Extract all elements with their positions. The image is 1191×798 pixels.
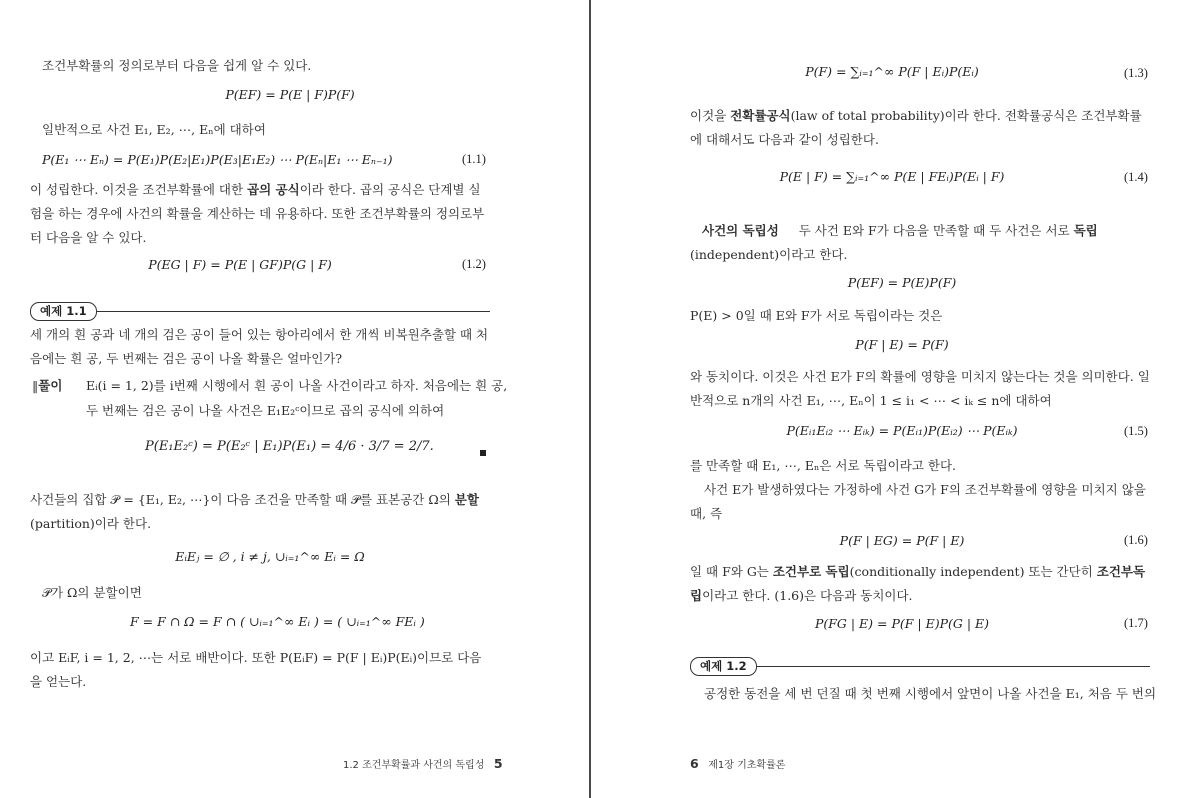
general-events-line: 일반적으로 사건 E₁, E₂, ⋯, Eₙ에 대하여 bbox=[42, 122, 266, 137]
solution-line-2: 두 번째는 검은 공이 나올 사건은 E₁E₂ᶜ이므로 곱의 공식에 의하여 bbox=[86, 403, 445, 418]
qed-square-icon bbox=[480, 450, 486, 456]
equation-number-1-6: (1.6) bbox=[1124, 533, 1148, 547]
paragraph-partition: 사건들의 집합 𝒫 = {E₁, E₂, ⋯}이 다음 조건을 만족할 때 𝒫를 표본공간 Ω의 분할(partition)이라 한다. bbox=[30, 492, 479, 531]
term-partition: 분할 bbox=[454, 492, 479, 507]
equation-1-2: P(EG | F) = P(E | GF)P(G | F) bbox=[148, 257, 332, 272]
equation-number-1-7: (1.7) bbox=[1124, 616, 1148, 630]
solution-marker: ‖풀이 bbox=[32, 378, 63, 393]
term-multiplication-rule: 곱의 공식 bbox=[247, 182, 300, 197]
equation-independence: P(EF) = P(E)P(F) bbox=[847, 275, 957, 290]
term-total-probability: 전확률공식 bbox=[730, 108, 791, 123]
paragraph-conditionally-independent: 일 때 F와 G는 조건부로 독립(conditionally independent) 또는 간단히 조건부독립이라고 한다. (1.6)은 다음과 동치이다. bbox=[690, 564, 1146, 603]
solution-bar-icon: ‖ bbox=[32, 378, 39, 393]
solution-line-1: Eᵢ(i = 1, 2)를 i번째 시행에서 흰 공이 나올 사건이라고 하자. 처음에는 흰 공, bbox=[86, 378, 508, 393]
equation-partition-conditions: EᵢEⱼ = ∅ , i ≠ j, ∪ᵢ₌₁^∞ Eᵢ = Ω bbox=[175, 549, 365, 564]
term-conditionally-independent: 조건부로 독립 bbox=[772, 564, 850, 579]
paragraph-independence: 사건의 독립성 두 사건 E와 F가 다음을 만족할 때 두 사건은 서로 독립(independent)이라고 한다. bbox=[690, 223, 1098, 262]
equation-number-1-3: (1.3) bbox=[1124, 66, 1148, 80]
positive-probability-line: P(E) > 0일 때 E와 F가 서로 독립이라는 것은 bbox=[690, 308, 943, 323]
left-page bbox=[0, 0, 589, 798]
equation-number-1-4: (1.4) bbox=[1124, 170, 1148, 184]
paragraph-total-probability: 이것을 전확률공식(law of total probability)이라 한다. 전확률공식은 조건부확률에 대해서도 다음과 같이 성립한다. bbox=[690, 108, 1142, 147]
example-1-2-label: 예제 1.2 bbox=[690, 657, 757, 676]
term-independent: 독립 bbox=[1073, 223, 1098, 238]
equation-1-6: P(F | EG) = P(F | E) bbox=[839, 533, 965, 548]
paragraph-mutual-independence: 와 동치이다. 이것은 사건 E가 F의 확률에 영향을 미치지 않는다는 것을 의미한다. 일반적으로 n개의 사건 E₁, ⋯, Eₙ이 1 ≤ i₁ < ⋯ < iₖ ≤ n에 대하여 bbox=[690, 369, 1150, 408]
equation-number-1-2: (1.2) bbox=[462, 257, 486, 271]
example-1-2-text: 공정한 동전을 세 번 던질 때 첫 번째 시행에서 앞면이 나올 사건을 E₁, 처음 두 번의 bbox=[704, 686, 1157, 701]
intro-line: 조건부확률의 정의로부터 다음을 쉽게 알 수 있다. bbox=[42, 58, 312, 73]
paragraph-disjoint: 이고 EᵢF, i = 1, 2, ⋯는 서로 배반이다. 또한 P(EᵢF) = P(F | Eᵢ)P(Eᵢ)이므로 다음을 얻는다. bbox=[30, 650, 482, 689]
term-conditional-independence: 조건부독립 bbox=[690, 564, 1146, 603]
example-1-1-label: 예제 1.1 bbox=[30, 302, 97, 321]
equation-number-1-5: (1.5) bbox=[1124, 424, 1148, 438]
section-title-independence: 사건의 독립성 bbox=[702, 223, 779, 238]
equation-1-3: P(F) = ∑ᵢ₌₁^∞ P(F | Eᵢ)P(Eᵢ) bbox=[805, 64, 979, 79]
page-spine bbox=[589, 0, 591, 798]
equation-1-7: P(FG | E) = P(F | E)P(G | E) bbox=[814, 616, 990, 631]
example-divider bbox=[690, 666, 1150, 667]
equation-number-1-1: (1.1) bbox=[462, 152, 486, 166]
equation-decomposition: F = F ∩ Ω = F ∩ ( ∪ᵢ₌₁^∞ Eᵢ ) = ( ∪ᵢ₌₁^∞ FEᵢ ) bbox=[130, 614, 425, 629]
right-page-number: 6 bbox=[690, 756, 699, 771]
left-footer: 1.2 조건부확률과 사건의 독립성 5 bbox=[343, 756, 503, 771]
paragraph-multiplication-rule: 이 성립한다. 이것을 조건부확률에 대한 곱의 공식이라 한다. 곱의 공식은 단계별 실험을 하는 경우에 사건의 확률을 계산하는 데 유용하다. 또한 조건부확률의 정의로부터 다음을 알 수 있다. bbox=[30, 182, 485, 245]
right-footer: 6 제1장 기초확률론 bbox=[690, 756, 786, 771]
equation-1-1: P(E₁ ⋯ Eₙ) = P(E₁)P(E₂|E₁)P(E₃|E₁E₂) ⋯ P(Eₙ|E₁ ⋯ Eₙ₋₁) bbox=[42, 152, 393, 167]
example-1-1-text: 세 개의 흰 공과 네 개의 검은 공이 들어 있는 항아리에서 한 개씩 비복원추출할 때 처음에는 흰 공, 두 번째는 검은 공이 나올 확률은 얼마인가? bbox=[30, 327, 489, 366]
equation-product-rule: P(EF) = P(E | F)P(F) bbox=[225, 87, 355, 102]
equation-1-4: P(E | F) = ∑ᵢ₌₁^∞ P(E | FEᵢ)P(Eᵢ | F) bbox=[779, 169, 1005, 184]
equation-conditional-equal: P(F | E) = P(F) bbox=[855, 337, 949, 352]
equation-1-5: P(Eᵢ₁Eᵢ₂ ⋯ Eᵢₖ) = P(Eᵢ₁)P(Eᵢ₂) ⋯ P(Eᵢₖ) bbox=[786, 423, 1018, 438]
paragraph-conditional-independence: 사건 E가 발생하였다는 가정하에 사건 G가 F의 조건부확률에 영향을 미치지 않을 때, 즉 bbox=[690, 482, 1146, 521]
mutual-independence-line: 를 만족할 때 E₁, ⋯, Eₙ은 서로 독립이라고 한다. bbox=[690, 458, 957, 473]
solution-equation: P(E₁E₂ᶜ) = P(E₂ᶜ | E₁)P(E₁) = 4/6 · 3/7 = 2/7. bbox=[145, 439, 434, 454]
left-page-number: 5 bbox=[493, 756, 503, 771]
partition-line: 𝒫가 Ω의 분할이면 bbox=[42, 585, 142, 600]
example-divider bbox=[30, 311, 490, 312]
right-page bbox=[592, 0, 1191, 798]
